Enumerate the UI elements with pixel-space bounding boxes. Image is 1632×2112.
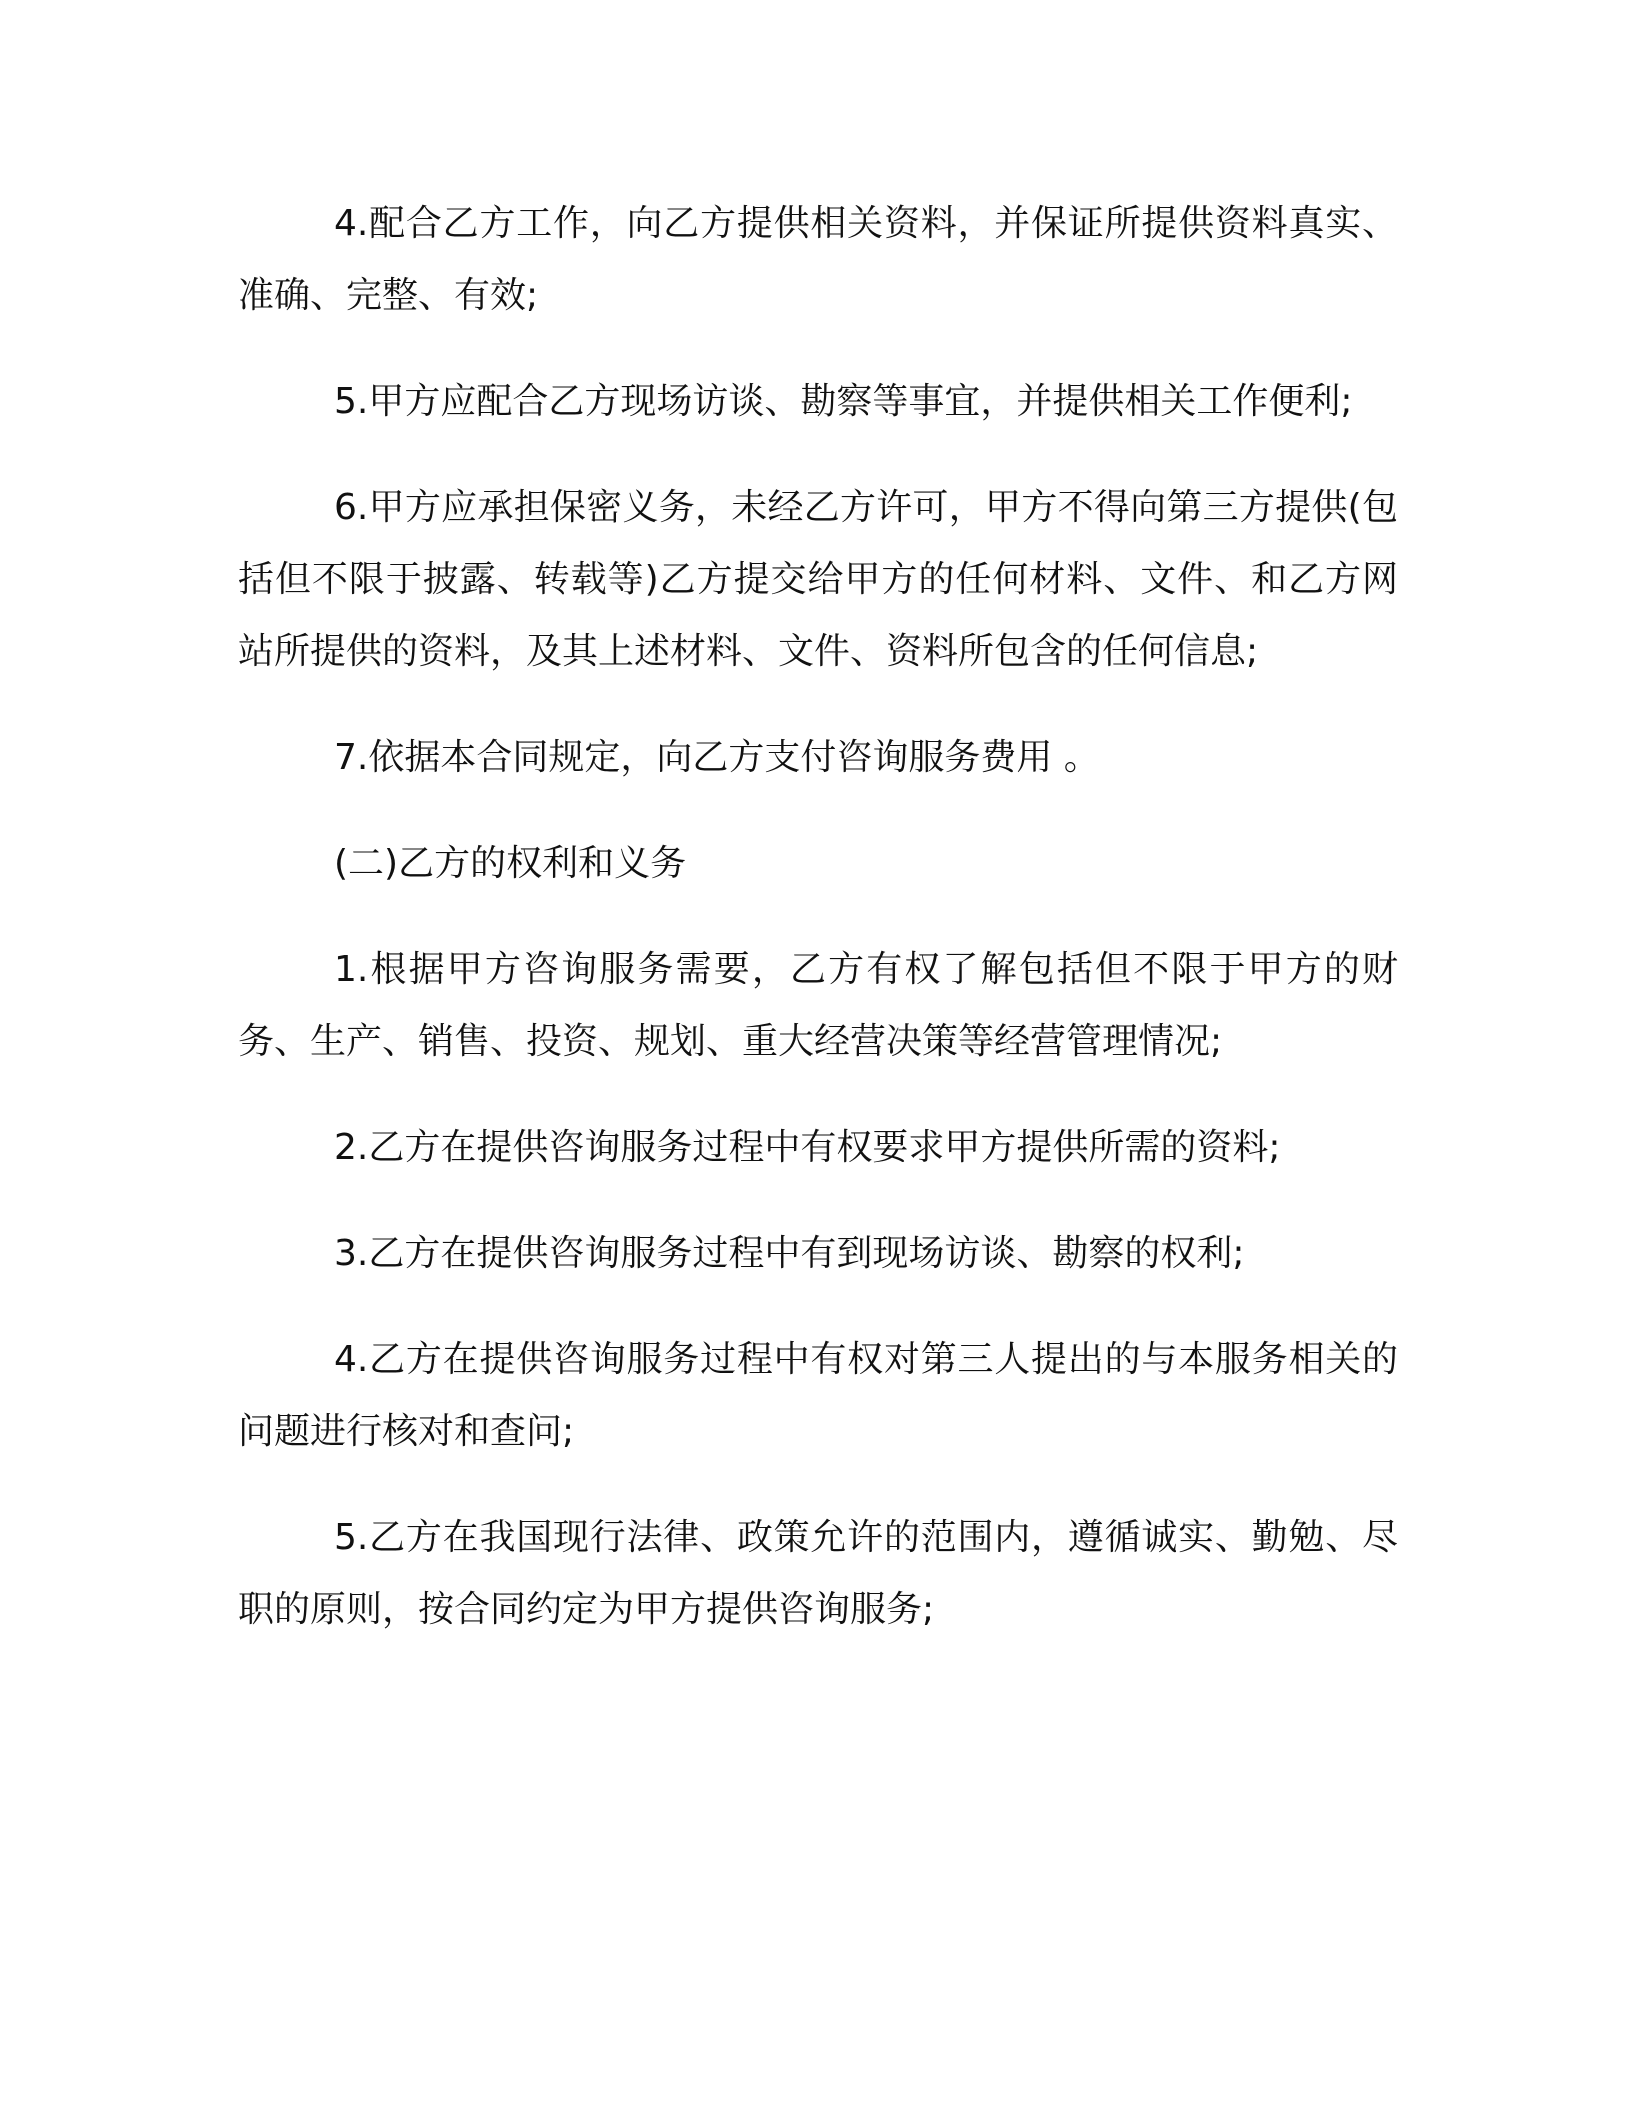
paragraph-party-a-7: 7.依据本合同规定，向乙方支付咨询服务费用 。 [334, 737, 1100, 778]
paragraph-party-b-4: 4.乙方在提供咨询服务过程中有权对第三人提出的与本服务相关的问题进行核对和查问; [238, 1339, 1398, 1452]
paragraph-party-a-4: 4.配合乙方工作，向乙方提供相关资料，并保证所提供资料真实、准确、完整、有效; [238, 203, 1398, 316]
document-body [238, 188, 1398, 1680]
paragraph-party-b-5: 5.乙方在我国现行法律、政策允许的范围内，遵循诚实、勤勉、尽职的原则，按合同约定为甲方提供咨询服务; [238, 1517, 1398, 1630]
section-heading-party-b: (二)乙方的权利和义务 [334, 843, 687, 884]
paragraph-party-a-6: 6.甲方应承担保密义务，未经乙方许可，甲方不得向第三方提供(包括但不限于披露、转载等)乙方提交给甲方的任何材料、文件、和乙方网站所提供的资料，及其上述材料、文件、资料所包含的任何信息; [238, 487, 1398, 672]
paragraph-party-b-2: 2.乙方在提供咨询服务过程中有权要求甲方提供所需的资料; [334, 1127, 1281, 1168]
paragraph-party-b-3: 3.乙方在提供咨询服务过程中有到现场访谈、勘察的权利; [334, 1233, 1245, 1274]
paragraph-party-a-5: 5.甲方应配合乙方现场访谈、勘察等事宜，并提供相关工作便利; [334, 381, 1353, 422]
paragraph-party-b-1: 1.根据甲方咨询服务需要，乙方有权了解包括但不限于甲方的财务、生产、销售、投资、规划、重大经营决策等经营管理情况; [238, 949, 1398, 1062]
